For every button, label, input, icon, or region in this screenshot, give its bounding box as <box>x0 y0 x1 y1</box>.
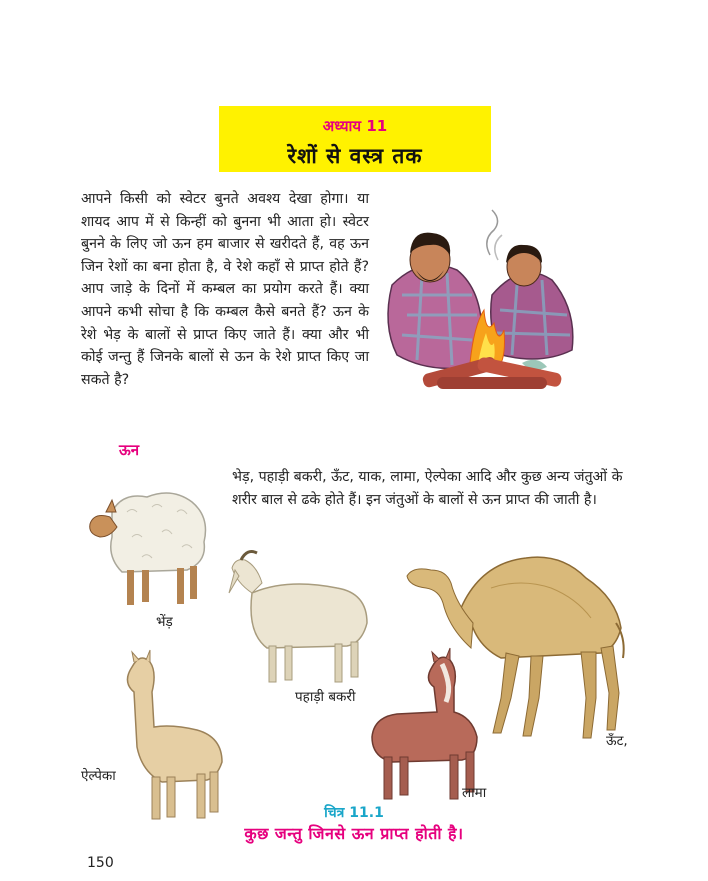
chapter-title-box <box>219 106 491 172</box>
sheep-label: भेंड़ <box>156 614 173 630</box>
llama-illustration <box>362 652 492 802</box>
intro-paragraph: आपने किसी को स्वेटर बुनते अवश्य देखा होगा। या शायद आप में से किन्हीं को बुनना भी आता हो। स्वेटर बुनने के लिए जो ऊन हम बाजार से खरीदते हैं, वह ऊन जिन रेशों का बना होता है, वे रेशे कहाँ से प्राप्त होते हैं?आप जाड़े के दिनों में कम्बल का प्रयोग करते हैं। क्या आपने कभी सोचा है कि कम्बल कैसे बनते हैं? ऊन के रेशे भेड़ के बालों से प्राप्त किए जाते हैं। क्या और भी कोई जन्तु हैं जिनके बालों से ऊन के रेशे प्राप्त किए जा सकते है? <box>81 191 369 388</box>
figure-number: चित्र 11.1 <box>324 805 384 821</box>
section-heading: ऊन <box>119 441 140 459</box>
camel-label: ऊँट, <box>606 733 628 749</box>
goat-illustration <box>227 548 377 688</box>
llama-label: लामा <box>462 785 487 801</box>
alpaca-label: ऐल्पेका <box>81 768 116 784</box>
section-paragraph: भेड़, पहाड़ी बकरी, ऊँट, याक, लामा, ऐल्पेका आदि और कुछ अन्य जंतुओं के शरीर बाल से ढके होते हैं। इन जंतुओं के बालों से ऊन प्राप्त की जाती है। <box>232 469 623 508</box>
sheep-illustration <box>82 482 212 612</box>
people-fire-illustration <box>382 215 582 410</box>
alpaca-illustration <box>112 652 232 822</box>
figure-caption: कुछ जन्तु जिनसे ऊन प्राप्त होती है। <box>244 824 464 843</box>
goat-label: पहाड़ी बकरी <box>295 689 356 705</box>
chapter-label: अध्याय 11 <box>322 117 388 135</box>
chapter-title: रेशों से वस्त्र तक <box>287 144 423 168</box>
page-number: 150 <box>87 855 114 871</box>
